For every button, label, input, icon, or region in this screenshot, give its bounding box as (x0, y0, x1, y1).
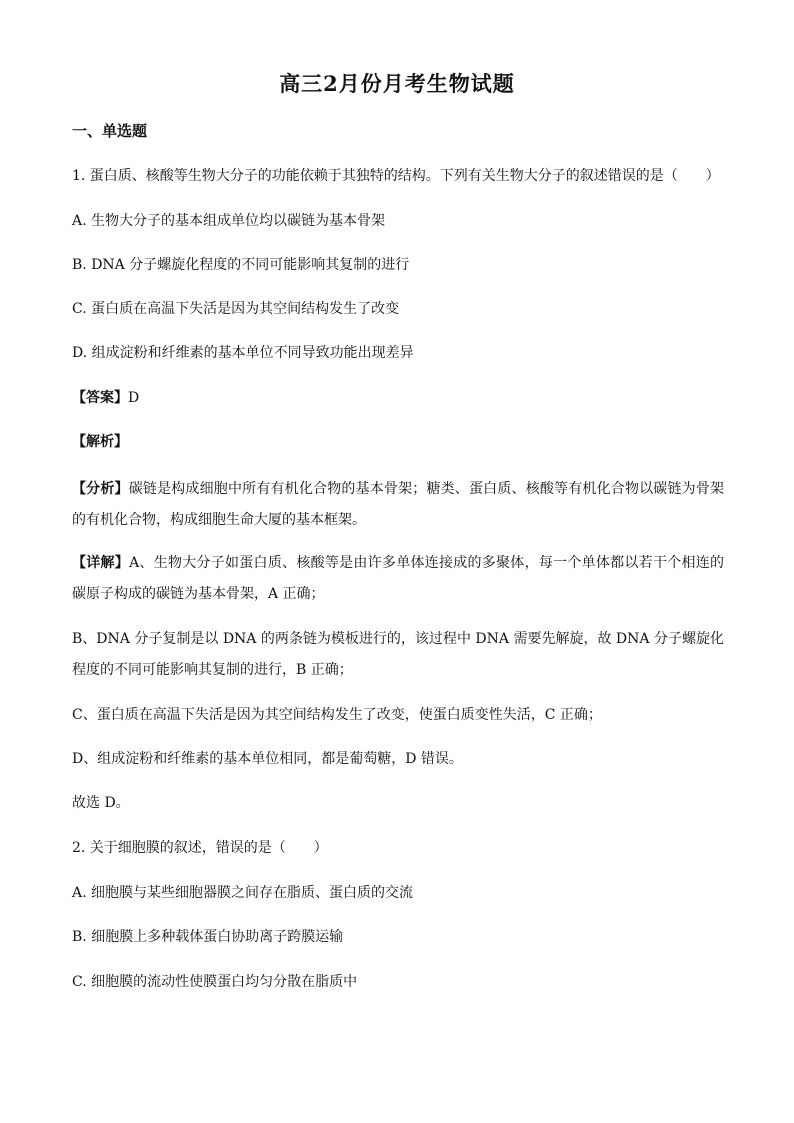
page-title: 高三2月份月考生物试题 (279, 71, 515, 96)
xiangjie-a-text: A、生物大分子如蛋白质、核酸等是由许多单体连接成的多聚体，每一个单体都以若干个相连的碳原子构成的碳链为基本骨架，A 正确； (72, 555, 725, 602)
question-1-option-b: B. DNA 分子螺旋化程度的不同可能影响其复制的进行 (72, 257, 410, 273)
analysis-line (72, 431, 732, 453)
answer-label: 【答案】 (72, 390, 128, 406)
fenxi-paragraph (72, 474, 724, 536)
question-2-option-b: B. 细胞膜上多种载体蛋白协助离子跨膜运输 (72, 929, 344, 945)
question-1-option-c: C. 蛋白质在高温下失活是因为其空间结构发生了改变 (72, 301, 400, 317)
question-1-option-a: A. 生物大分子的基本组成单位均以碳链为基本骨架 (72, 213, 386, 229)
conclusion-line: 故选 D。 (72, 795, 130, 811)
question-2-option-c: C. 细胞膜的流动性使膜蛋白均匀分散在脂质中 (72, 974, 358, 990)
xiangjie-paragraph-a (72, 548, 724, 610)
answer-line (72, 387, 732, 409)
analysis-label: 【解析】 (72, 434, 128, 450)
question-1-stem: 1. 蛋白质、核酸等生物大分子的功能依赖于其独特的结构。下列有关生物大分子的叙述错误的是（ ） (72, 168, 720, 184)
section-heading: 一、单选题 (72, 122, 148, 140)
fenxi-label: 【分析】 (72, 481, 129, 497)
xiangjie-paragraph-b: B、DNA 分子复制是以 DNA 的两条链为模板进行的，该过程中 DNA 需要先解旋，故 DNA 分子螺旋化程度的不同可能影响其复制的进行，B 正确； (72, 631, 724, 678)
fenxi-text: 碳链是构成细胞中所有有机化合物的基本骨架；糖类、蛋白质、核酸等有机化合物以碳链为骨架的有机化合物，构成细胞生命大厦的基本框架。 (72, 481, 725, 528)
xiangjie-label: 【详解】 (72, 555, 130, 571)
answer-value: D (128, 390, 140, 406)
question-2-stem: 2. 关于细胞膜的叙述，错误的是（ ） (72, 840, 328, 856)
xiangjie-paragraph-d: D、组成淀粉和纤维素的基本单位相同，都是葡萄糖，D 错误。 (72, 751, 463, 767)
xiangjie-paragraph-c: C、蛋白质在高温下失活是因为其空间结构发生了改变，使蛋白质变性失活，C 正确； (72, 707, 602, 723)
question-1-option-d: D. 组成淀粉和纤维素的基本单位不同导致功能出现差异 (72, 345, 414, 361)
question-2-option-a: A. 细胞膜与某些细胞器膜之间存在脂质、蛋白质的交流 (72, 885, 414, 901)
